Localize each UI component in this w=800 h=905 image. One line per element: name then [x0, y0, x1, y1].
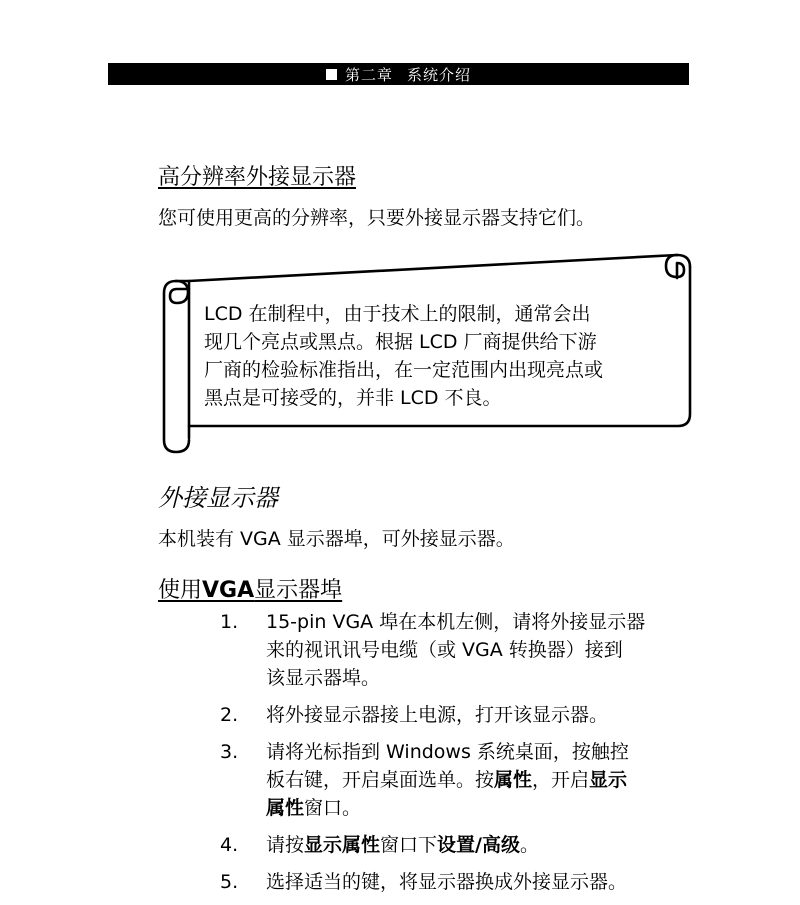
section-title-vga-port	[158, 573, 342, 604]
step-text	[266, 831, 740, 859]
note-line: 黑点是可接受的，并非 LCD 不良。	[204, 387, 502, 409]
chapter-number: 第二章	[344, 65, 393, 84]
list-item	[220, 608, 740, 692]
step-text: 选择适当的键，将显示器换成外接显示器。	[266, 871, 628, 893]
chapter-header-bar	[108, 63, 689, 85]
list-item	[220, 868, 740, 896]
section-title-external-display: 外接显示器	[158, 484, 278, 512]
section-body-high-resolution: 您可使用更高的分辨率，只要外接显示器支持它们。	[158, 207, 596, 229]
step-text-part: ，开启	[532, 769, 590, 791]
section-body-external-display: 本机装有 VGA 显示器埠，可外接显示器。	[158, 528, 515, 550]
list-item	[220, 738, 740, 822]
step-text: 来的视讯讯号电缆（或 VGA 转换器）接到	[266, 639, 623, 661]
square-bullet-icon	[326, 69, 337, 80]
settings-advanced-term: 设置/高级	[437, 834, 520, 856]
vga-title-prefix: 使用	[158, 578, 203, 603]
display-properties-term: 显示属性	[304, 834, 381, 856]
note-line: LCD 在制程中，由于技术上的限制，通常会出	[204, 303, 591, 325]
step-number: 5.	[220, 871, 239, 893]
note-text	[204, 300, 674, 412]
step-text-part: 窗口下	[380, 834, 438, 856]
display-term: 显示	[589, 769, 628, 791]
list-item	[220, 831, 740, 859]
steps-list	[220, 608, 740, 905]
step-text: 该显示器埠。	[266, 667, 381, 689]
step-text: 15-pin VGA 埠在本机左侧，请将外接显示器	[266, 611, 646, 633]
step-number: 1.	[220, 611, 239, 633]
step-text	[266, 794, 740, 822]
properties-term: 属性	[494, 769, 533, 791]
step-number: 3.	[220, 741, 239, 763]
step-text-part: 板右键，开启桌面选单。按	[266, 769, 495, 791]
vga-title-suffix: 显示器埠	[254, 578, 343, 603]
step-text	[266, 766, 740, 794]
note-line: 现几个亮点或黑点。根据 LCD 厂商提供给下游	[204, 331, 597, 353]
section-title-high-resolution: 高分辨率外接显示器	[158, 165, 357, 190]
note-line: 厂商的检验标准指出，在一定范围内出现亮点或	[204, 359, 604, 381]
step-number: 4.	[220, 834, 239, 856]
properties-term: 属性	[266, 797, 305, 819]
vga-title-bold: VGA	[202, 578, 255, 603]
step-text: 将外接显示器接上电源，打开该显示器。	[266, 704, 609, 726]
step-text-part: 。	[520, 834, 540, 856]
step-number: 2.	[220, 704, 239, 726]
step-text: 请将光标指到 Windows 系统桌面，按触控	[266, 741, 629, 763]
list-item	[220, 701, 740, 729]
step-text-part: 窗口。	[304, 797, 362, 819]
step-text-part: 请按	[266, 834, 305, 856]
chapter-title: 系统介绍	[407, 65, 472, 84]
